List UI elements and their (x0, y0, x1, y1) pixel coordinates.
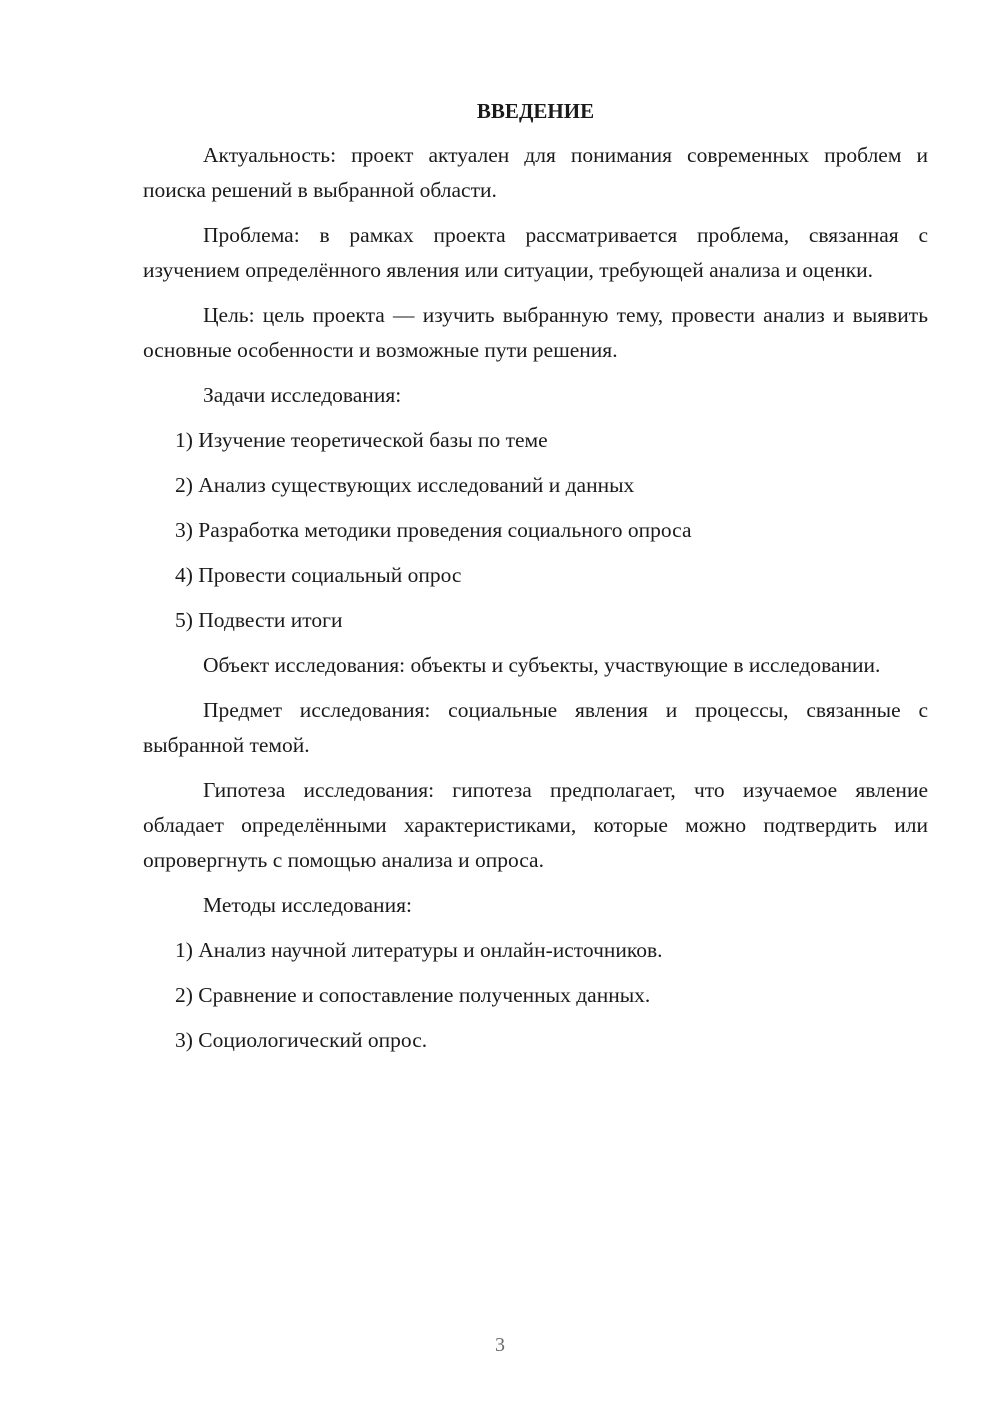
list-item: 5) Подвести итоги (175, 608, 343, 632)
list-item: 3) Разработка методики проведения социального опроса (175, 518, 692, 542)
subject-paragraph: Предмет исследования: социальные явления и процессы, связанные с выбранной темой. (143, 698, 928, 757)
relevance-paragraph: Актуальность: проект актуален для понимания современных проблем и поиска решений в выбранной области. (143, 143, 928, 202)
methods-heading: Методы исследования: (203, 893, 412, 917)
list-item: 2) Анализ существующих исследований и данных (175, 473, 635, 497)
list-item: 1) Изучение теоретической базы по теме (175, 428, 548, 452)
problem-paragraph: Проблема: в рамках проекта рассматривается проблема, связанная с изучением определённого явления или ситуации, требующей анализа и оценки. (143, 223, 928, 282)
goal-paragraph: Цель: цель проекта — изучить выбранную тему, провести анализ и выявить основные особенности и возможные пути решения. (143, 303, 928, 362)
list-item: 3) Социологический опрос. (175, 1028, 428, 1052)
document-body (143, 96, 928, 1068)
page-number: 3 (495, 1334, 505, 1356)
page-title: ВВЕДЕНИЕ (476, 99, 595, 123)
list-item: 1) Анализ научной литературы и онлайн-источников. (175, 938, 663, 962)
list-item: 2) Сравнение и сопоставление полученных данных. (175, 983, 651, 1007)
tasks-heading: Задачи исследования: (203, 383, 402, 407)
methods-list (143, 933, 928, 1058)
tasks-list (143, 423, 928, 638)
hypothesis-paragraph: Гипотеза исследования: гипотеза предполагает, что изучаемое явление обладает определёнными характеристиками, которые можно подтвердить или опровергнуть с помощью анализа и опроса. (143, 778, 928, 872)
list-item: 4) Провести социальный опрос (175, 563, 462, 587)
object-paragraph: Объект исследования: объекты и субъекты, участвующие в исследовании. (203, 653, 881, 677)
